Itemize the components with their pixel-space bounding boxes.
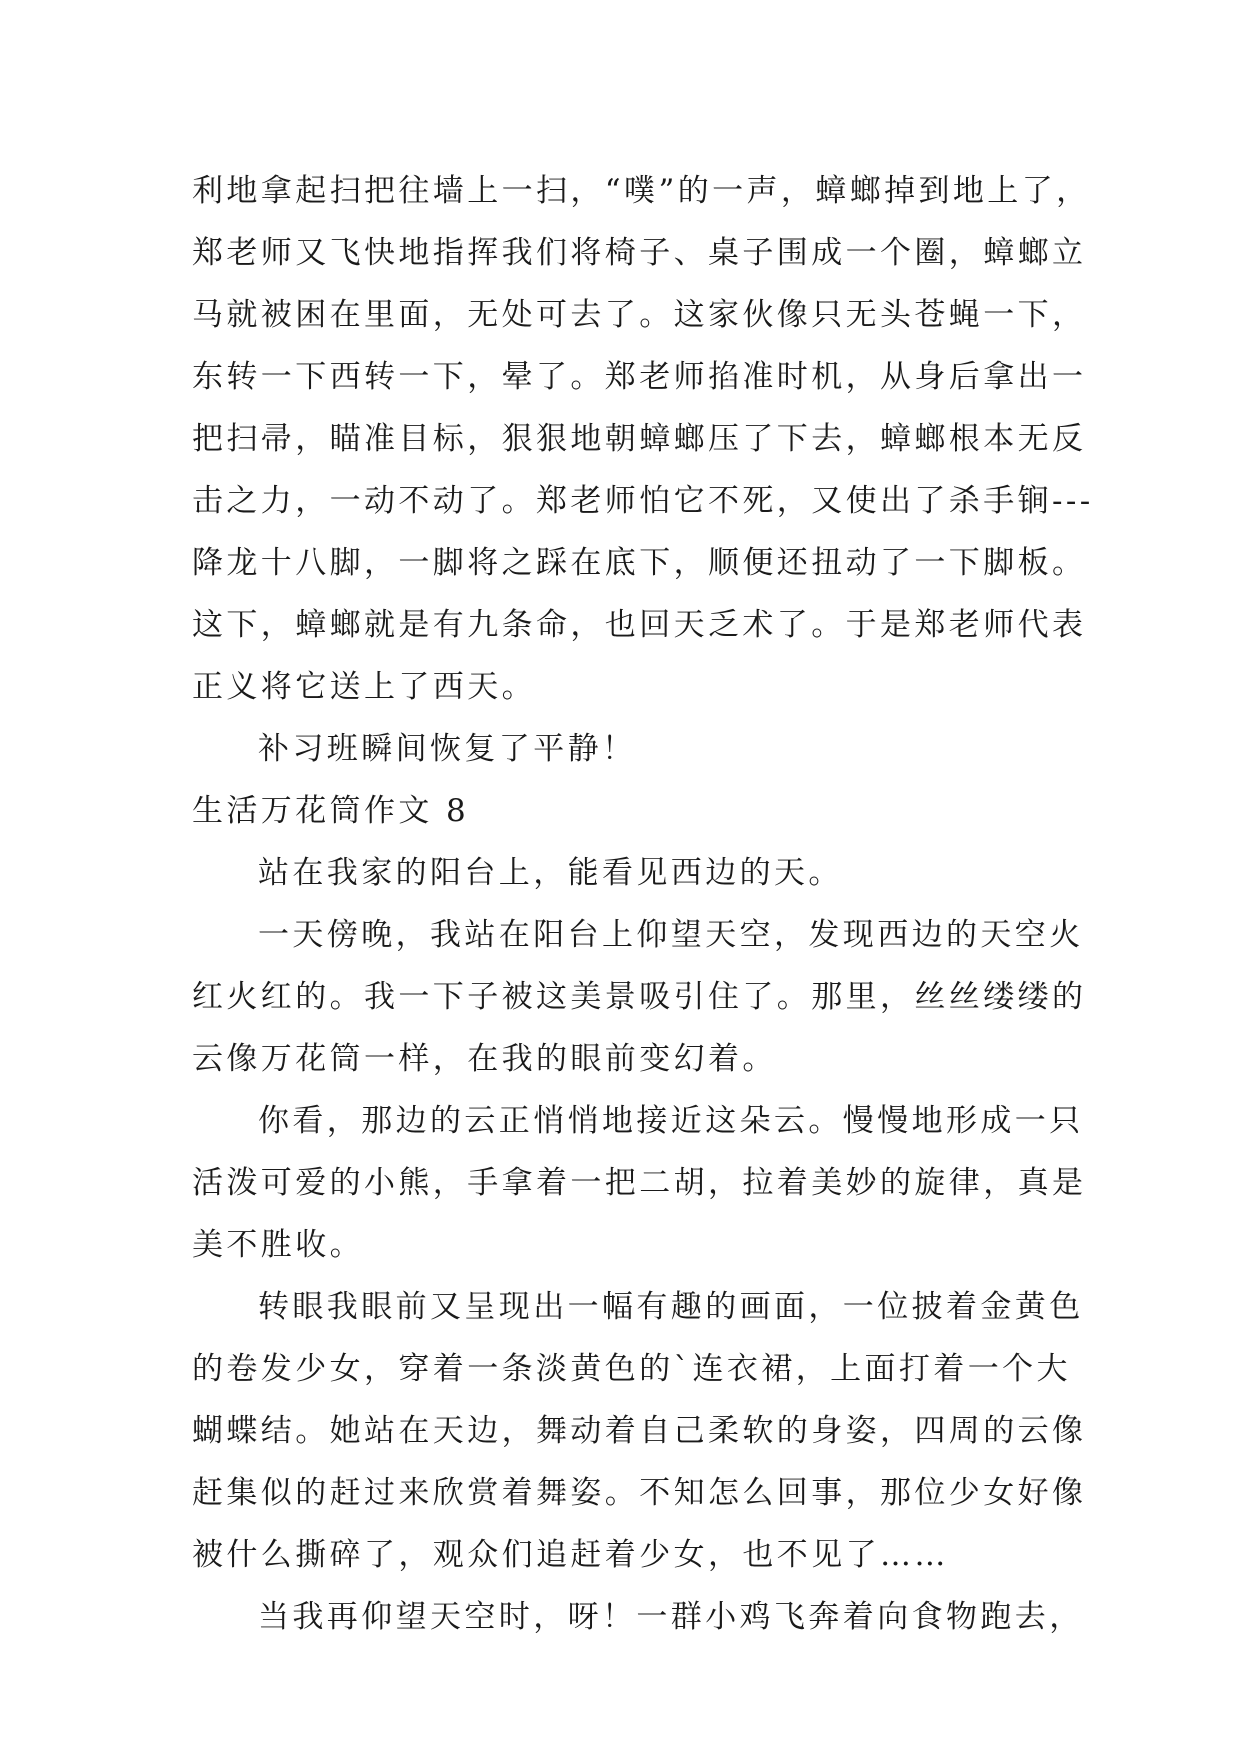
text-line: 东转一下西转一下，晕了。郑老师掐准时机，从身后拿出一 <box>192 359 1087 395</box>
text-line: 补习班瞬间恢复了平静！ <box>258 731 637 767</box>
text-line: 美不胜收。 <box>192 1227 364 1263</box>
text-line: 被什么撕碎了，观众们追赶着少女，也不见了…… <box>192 1537 949 1573</box>
text-line: 转眼我眼前又呈现出一幅有趣的画面，一位披着金黄色 <box>258 1289 1084 1325</box>
text-line: 当我再仰望天空时，呀！一群小鸡飞奔着向食物跑去， <box>258 1599 1084 1635</box>
text-line: 红火红的。我一下子被这美景吸引住了。那里，丝丝缕缕的 <box>192 979 1087 1015</box>
text-line: 这下，蟑螂就是有九条命，也回天乏术了。于是郑老师代表 <box>192 607 1087 643</box>
text-line: 利地拿起扫把往墙上一扫，“噗”的一声，蟑螂掉到地上了， <box>192 173 1091 209</box>
paragraph <box>192 1586 1084 1648</box>
heading-text: 生活万花筒作文 8 <box>192 793 470 829</box>
text-line: 活泼可爱的小熊，手拿着一把二胡，拉着美妙的旋律，真是 <box>192 1165 1087 1201</box>
text-line: 一天傍晚，我站在阳台上仰望天空，发现西边的天空火 <box>258 917 1084 953</box>
paragraph <box>192 718 1072 780</box>
text-line: 你看，那边的云正悄悄地接近这朵云。慢慢地形成一只 <box>258 1103 1084 1139</box>
text-line: 蝴蝶结。她站在天边，舞动着自己柔软的身姿，四周的云像 <box>192 1413 1087 1449</box>
paragraph <box>192 1276 1087 1586</box>
text-line: 赶集似的赶过来欣赏着舞姿。不知怎么回事，那位少女好像 <box>192 1475 1087 1511</box>
paragraph <box>192 904 1087 1090</box>
text-line: 正义将它送上了西天。 <box>192 669 536 705</box>
text-line: 郑老师又飞快地指挥我们将椅子、桌子围成一个圈，蟑螂立 <box>192 235 1087 271</box>
text-line: 马就被困在里面，无处可去了。这家伙像只无头苍蝇一下， <box>192 297 1087 333</box>
text-line: 站在我家的阳台上，能看见西边的天。 <box>258 855 843 891</box>
text-line: 降龙十八脚，一脚将之踩在底下，顺便还扭动了一下脚板。 <box>192 545 1087 581</box>
document-body <box>192 160 1094 1648</box>
text-line: 的卷发少女，穿着一条淡黄色的`连衣裙，上面打着一个大 <box>192 1351 1071 1387</box>
text-line: 击之力，一动不动了。郑老师怕它不死，又使出了杀手锏--- <box>192 483 1094 519</box>
text-line: 云像万花筒一样，在我的眼前变幻着。 <box>192 1041 777 1077</box>
paragraph <box>192 1090 1087 1276</box>
paragraph <box>192 842 1072 904</box>
paragraph <box>192 160 1094 718</box>
text-line: 把扫帚，瞄准目标，狠狠地朝蟑螂压了下去，蟑螂根本无反 <box>192 421 1087 457</box>
section-heading <box>192 780 1072 842</box>
